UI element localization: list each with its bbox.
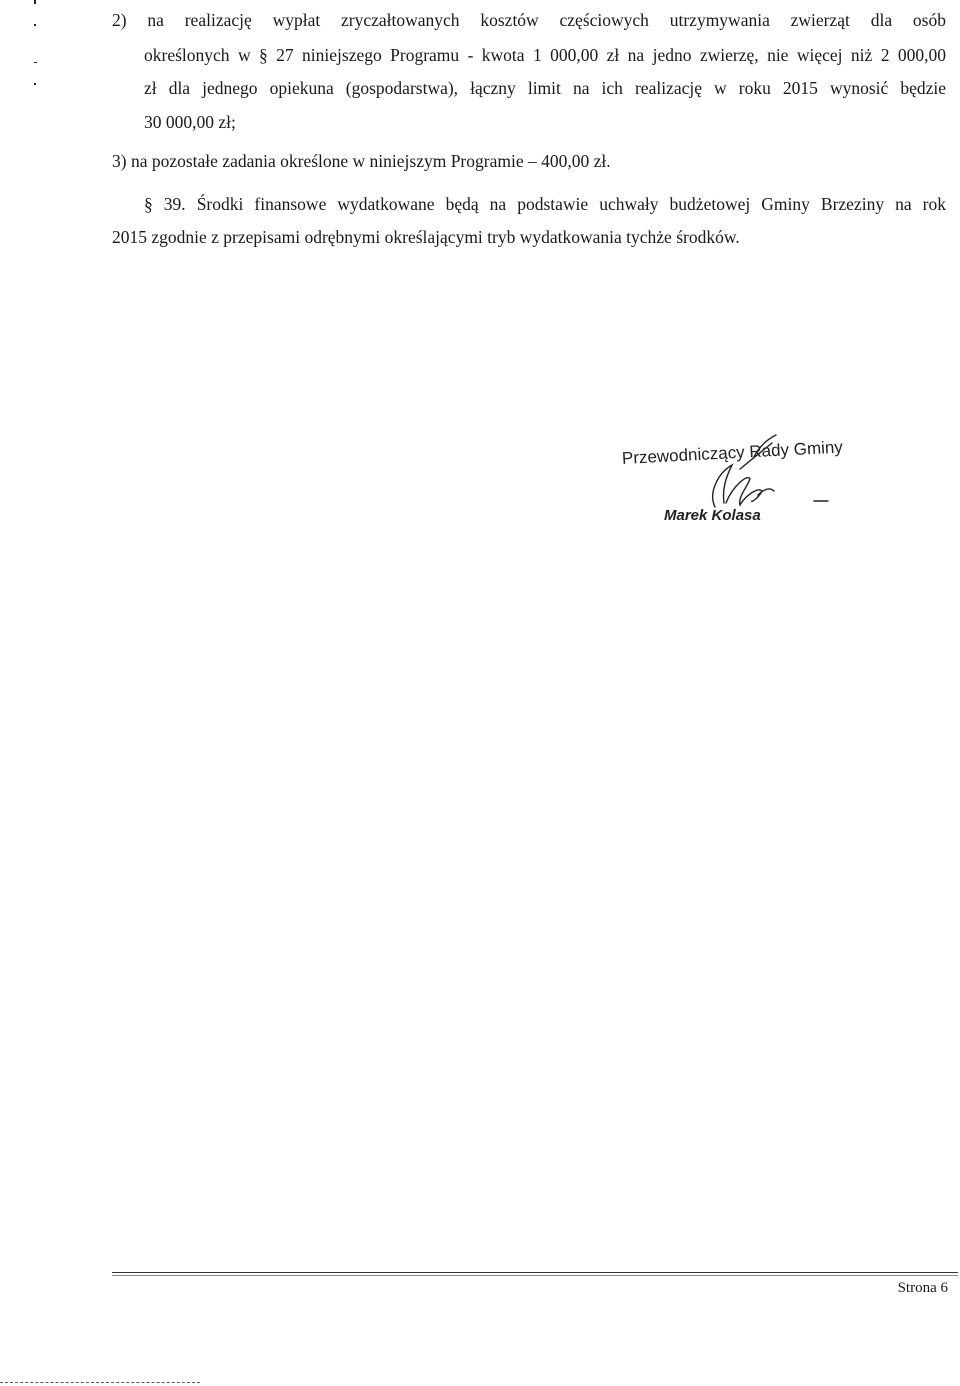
paragraph-line: 3) na pozostałe zadania określone w niniejszym Programie – 400,00 zł. (112, 151, 611, 171)
footer-divider (112, 1275, 958, 1276)
paragraph-line: określonych w § 27 niniejszego Programu - kwota 1 000,00 zł na jedno zwierzę, nie więcej niż 2 000,00 (144, 45, 946, 65)
page-number: Strona 6 (897, 1280, 948, 1296)
scan-edge-line (0, 1382, 200, 1383)
signature-block (600, 415, 880, 545)
scan-mark (34, 83, 36, 85)
paragraph-line: zł dla jednego opiekuna (gospodarstwa), łączny limit na ich realizację w roku 2015 wynosić będzie (144, 78, 946, 98)
scan-mark (34, 62, 37, 63)
signatory-name: Marek Kolasa (664, 507, 761, 524)
section-39-line: § 39. Środki finansowe wydatkowane będą na podstawie uchwały budżetowej Gminy Brzeziny na rok (144, 194, 946, 214)
paragraph-line: 30 000,00 zł; (144, 112, 236, 132)
scan-mark (34, 0, 36, 4)
signature-title: Przewodniczący Rady Gminy (621, 437, 844, 468)
handwritten-signature (600, 415, 880, 545)
section-39-line: 2015 zgodnie z przepisami odrębnymi określającymi tryb wydatkowania tychże środków. (112, 227, 740, 247)
scan-mark (34, 24, 36, 26)
paragraph-line: 2) na realizację wypłat zryczałtowanych kosztów częściowych utrzymywania zwierząt dla osób (112, 10, 946, 30)
footer-divider (112, 1272, 958, 1273)
